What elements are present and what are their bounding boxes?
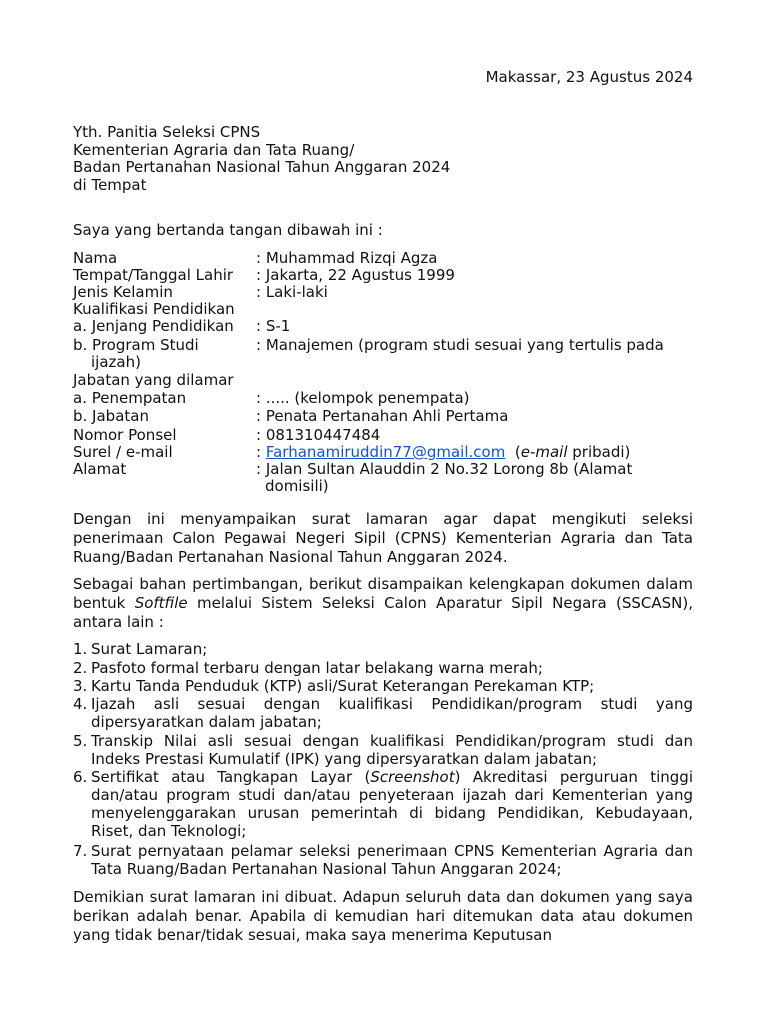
field-label-nama: Nama <box>73 249 118 267</box>
paragraph-documents-italic: Softfile <box>134 594 188 612</box>
field-label-ponsel: Nomor Ponsel <box>73 426 177 444</box>
list-item <box>91 768 693 840</box>
recipient-block <box>73 124 450 194</box>
field-label-surel: Surel / e-mail <box>73 443 173 461</box>
field-label-jabatan-dilamar: Jabatan yang dilamar <box>73 371 234 389</box>
field-value-ttl: : Jakarta, 22 Agustus 1999 <box>256 266 455 284</box>
field-value-alamat: : Jalan Sultan Alauddin 2 No.32 Lorong 8b (Alamat <box>256 460 633 478</box>
letter-date: Makassar, 23 Agustus 2024 <box>485 68 693 86</box>
list-item-number: 3. <box>73 677 88 695</box>
list-item-text: Sertifikat atau Tangkapan Layar ( <box>91 768 371 786</box>
list-item-italic: Screenshot <box>370 768 455 786</box>
list-item: Transkip Nilai asli sesuai dengan kualifikasi Pendidikan/program studi dan Indeks Prestasi Kumulatif (IPK) yang dipersyaratkan dalam jabatan; <box>91 732 693 768</box>
surel-note <box>515 443 631 461</box>
field-label-prodi: b. Program Studi <box>73 336 199 354</box>
field-label-ttl: Tempat/Tanggal Lahir <box>73 266 234 284</box>
field-label-penempatan: a. Penempatan <box>73 389 187 407</box>
field-value-alamat-cont: domisili) <box>265 477 329 495</box>
paragraph-documents <box>73 575 693 632</box>
intro-text: Saya yang bertanda tangan dibawah ini : <box>73 221 383 239</box>
list-item: Pasfoto formal terbaru dengan latar belakang warna merah; <box>91 659 543 677</box>
field-value-jabatan: : Penata Pertanahan Ahli Pertama <box>256 407 509 425</box>
paragraph-intent: Dengan ini menyampaikan surat lamaran agar dapat mengikuti seleksi penerimaan Calon Pegawai Negeri Sipil (CPNS) Kementerian Agraria dan Tata Ruang/Badan Pertanahan Nasional Tahun Anggaran 2024. <box>73 510 693 566</box>
field-value-penempatan: : ..... (kelompok penempata) <box>256 389 470 407</box>
list-item-number: 4. <box>73 695 88 713</box>
recipient-line: Badan Pertanahan Nasional Tahun Anggaran 2024 <box>73 158 451 176</box>
field-label-jabatan: b. Jabatan <box>73 407 149 425</box>
paragraph-closing: Demikian surat lamaran ini dibuat. Adapun seluruh data dan dokumen yang saya berikan adalah benar. Apabila di kemudian hari ditemukan data atau dokumen yang tidak benar/tidak sesuai, maka saya menerima Keputusan <box>73 888 693 944</box>
list-item-number: 1. <box>73 640 88 658</box>
field-label-jenjang: a. Jenjang Pendidikan <box>73 317 234 335</box>
surel-note-open: ( <box>514 443 521 461</box>
list-item-number: 5. <box>73 732 88 750</box>
surel-note-rest: pribadi) <box>567 443 631 461</box>
list-item-number: 6. <box>73 768 88 786</box>
list-item-number: 7. <box>73 842 88 860</box>
list-item: Surat pernyataan pelamar seleksi penerimaan CPNS Kementerian Agraria dan Tata Ruang/Badan Pertanahan Nasional Tahun Anggaran 2024; <box>91 842 693 878</box>
list-item: Ijazah asli sesuai dengan kualifikasi Pendidikan/program studi yang dipersyaratkan dalam jabatan; <box>91 695 693 731</box>
surel-colon: : <box>256 443 262 461</box>
list-item: Kartu Tanda Penduduk (KTP) asli/Surat Keterangan Perekaman KTP; <box>91 677 595 695</box>
field-value-jenis-kelamin: : Laki-laki <box>256 283 328 301</box>
list-item: Surat Lamaran; <box>91 640 208 658</box>
paragraph-documents-text: Sebagai bahan pertimbangan, berikut disampaikan kelengkapan dokumen dalam bentuk <box>73 575 693 612</box>
field-label-jenis-kelamin: Jenis Kelamin <box>73 283 173 301</box>
recipient-line: Kementerian Agraria dan Tata Ruang/ <box>73 140 355 159</box>
field-value-surel <box>256 443 630 461</box>
list-item-text-end: ) Akreditasi perguruan tinggi dan/atau program studi dan/atau penyeteraan ijazah dari Kementerian yang menyelenggarakan urusan pemerintah di bidang Pendidikan, Kebudayaan, Riset, dan Teknologi; <box>91 768 693 840</box>
field-value-prodi: : Manajemen (program studi sesuai yang tertulis pada <box>256 336 664 354</box>
surel-note-italic: e-mail <box>520 443 568 461</box>
field-value-nama: : Muhammad Rizqi Agza <box>256 249 438 267</box>
field-label-prodi-cont: ijazah) <box>91 353 141 371</box>
field-label-kualifikasi: Kualifikasi Pendidikan <box>73 300 235 318</box>
field-label-alamat: Alamat <box>73 460 127 478</box>
field-value-jenjang: : S-1 <box>256 317 291 335</box>
field-value-ponsel: : 081310447484 <box>256 426 381 444</box>
list-item-number: 2. <box>73 659 88 677</box>
recipient-line: Yth. Panitia Seleksi CPNS <box>73 123 261 141</box>
email-link[interactable]: Farhanamiruddin77@gmail.com <box>265 443 506 461</box>
paragraph-documents-text-end: melalui Sistem Seleksi Calon Aparatur Sipil Negara (SSCASN), antara lain : <box>73 594 693 631</box>
recipient-line: di Tempat <box>73 175 147 194</box>
